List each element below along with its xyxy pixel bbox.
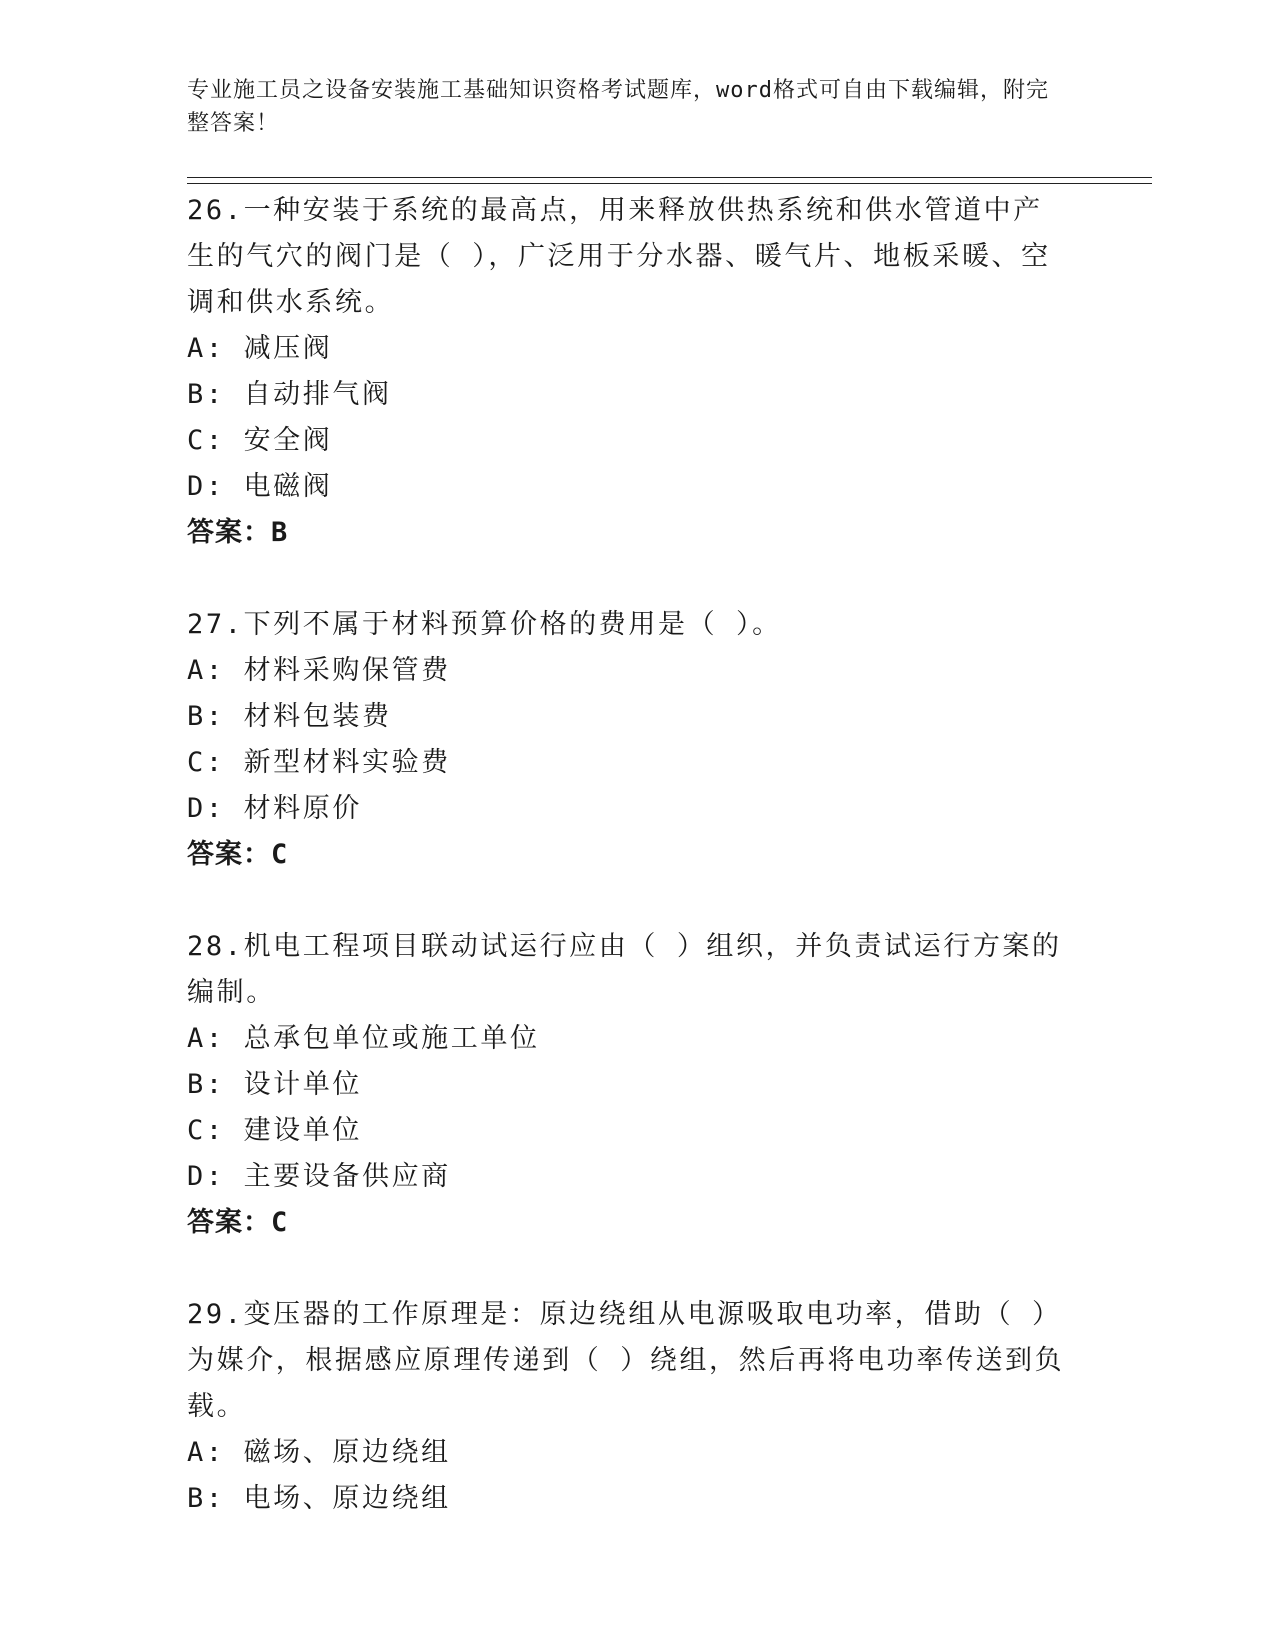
question-29: [187, 1292, 1067, 1522]
header-divider-top: [187, 177, 1152, 178]
answer-label: 答案：C: [187, 1207, 289, 1238]
answer-label: 答案：C: [187, 839, 289, 870]
option-a: A: 总承包单位或施工单位: [187, 1023, 540, 1054]
option-b: B: 自动排气阀: [187, 379, 392, 410]
option-b: B: 材料包装费: [187, 701, 392, 732]
option-c: C: 安全阀: [187, 425, 333, 456]
question-27: [187, 602, 1067, 878]
document-header: 专业施工员之设备安装施工基础知识资格考试题库，word格式可自由下载编辑，附完整答案！: [187, 78, 1049, 136]
answer-label: 答案：B: [187, 517, 289, 548]
question-26: [187, 188, 1067, 556]
option-c: C: 建设单位: [187, 1115, 362, 1146]
question-stem: 26.一种安装于系统的最高点，用来释放供热系统和供水管道中产生的气穴的阀门是（ ），广泛用于分水器、暖气片、地板采暖、空调和供水系统。: [187, 195, 1051, 318]
option-b: B: 电场、原边绕组: [187, 1483, 451, 1514]
option-c: C: 新型材料实验费: [187, 747, 451, 778]
option-a: A: 减压阀: [187, 333, 333, 364]
question-stem: 28.机电工程项目联动试运行应由（ ）组织，并负责试运行方案的编制。: [187, 931, 1062, 1008]
option-d: D: 主要设备供应商: [187, 1161, 451, 1192]
question-list: [187, 188, 1067, 1568]
option-d: D: 材料原价: [187, 793, 362, 824]
option-a: A: 材料采购保管费: [187, 655, 451, 686]
question-stem: 29.变压器的工作原理是：原边绕组从电源吸取电功率，借助（ ）为媒介，根据感应原理传递到（ ）绕组，然后再将电功率传送到负载。: [187, 1299, 1065, 1422]
question-stem: 27.下列不属于材料预算价格的费用是（ ）。: [187, 609, 782, 640]
option-a: A: 磁场、原边绕组: [187, 1437, 451, 1468]
header-divider-bottom: [187, 183, 1152, 184]
option-d: D: 电磁阀: [187, 471, 333, 502]
question-28: [187, 924, 1067, 1246]
option-b: B: 设计单位: [187, 1069, 362, 1100]
